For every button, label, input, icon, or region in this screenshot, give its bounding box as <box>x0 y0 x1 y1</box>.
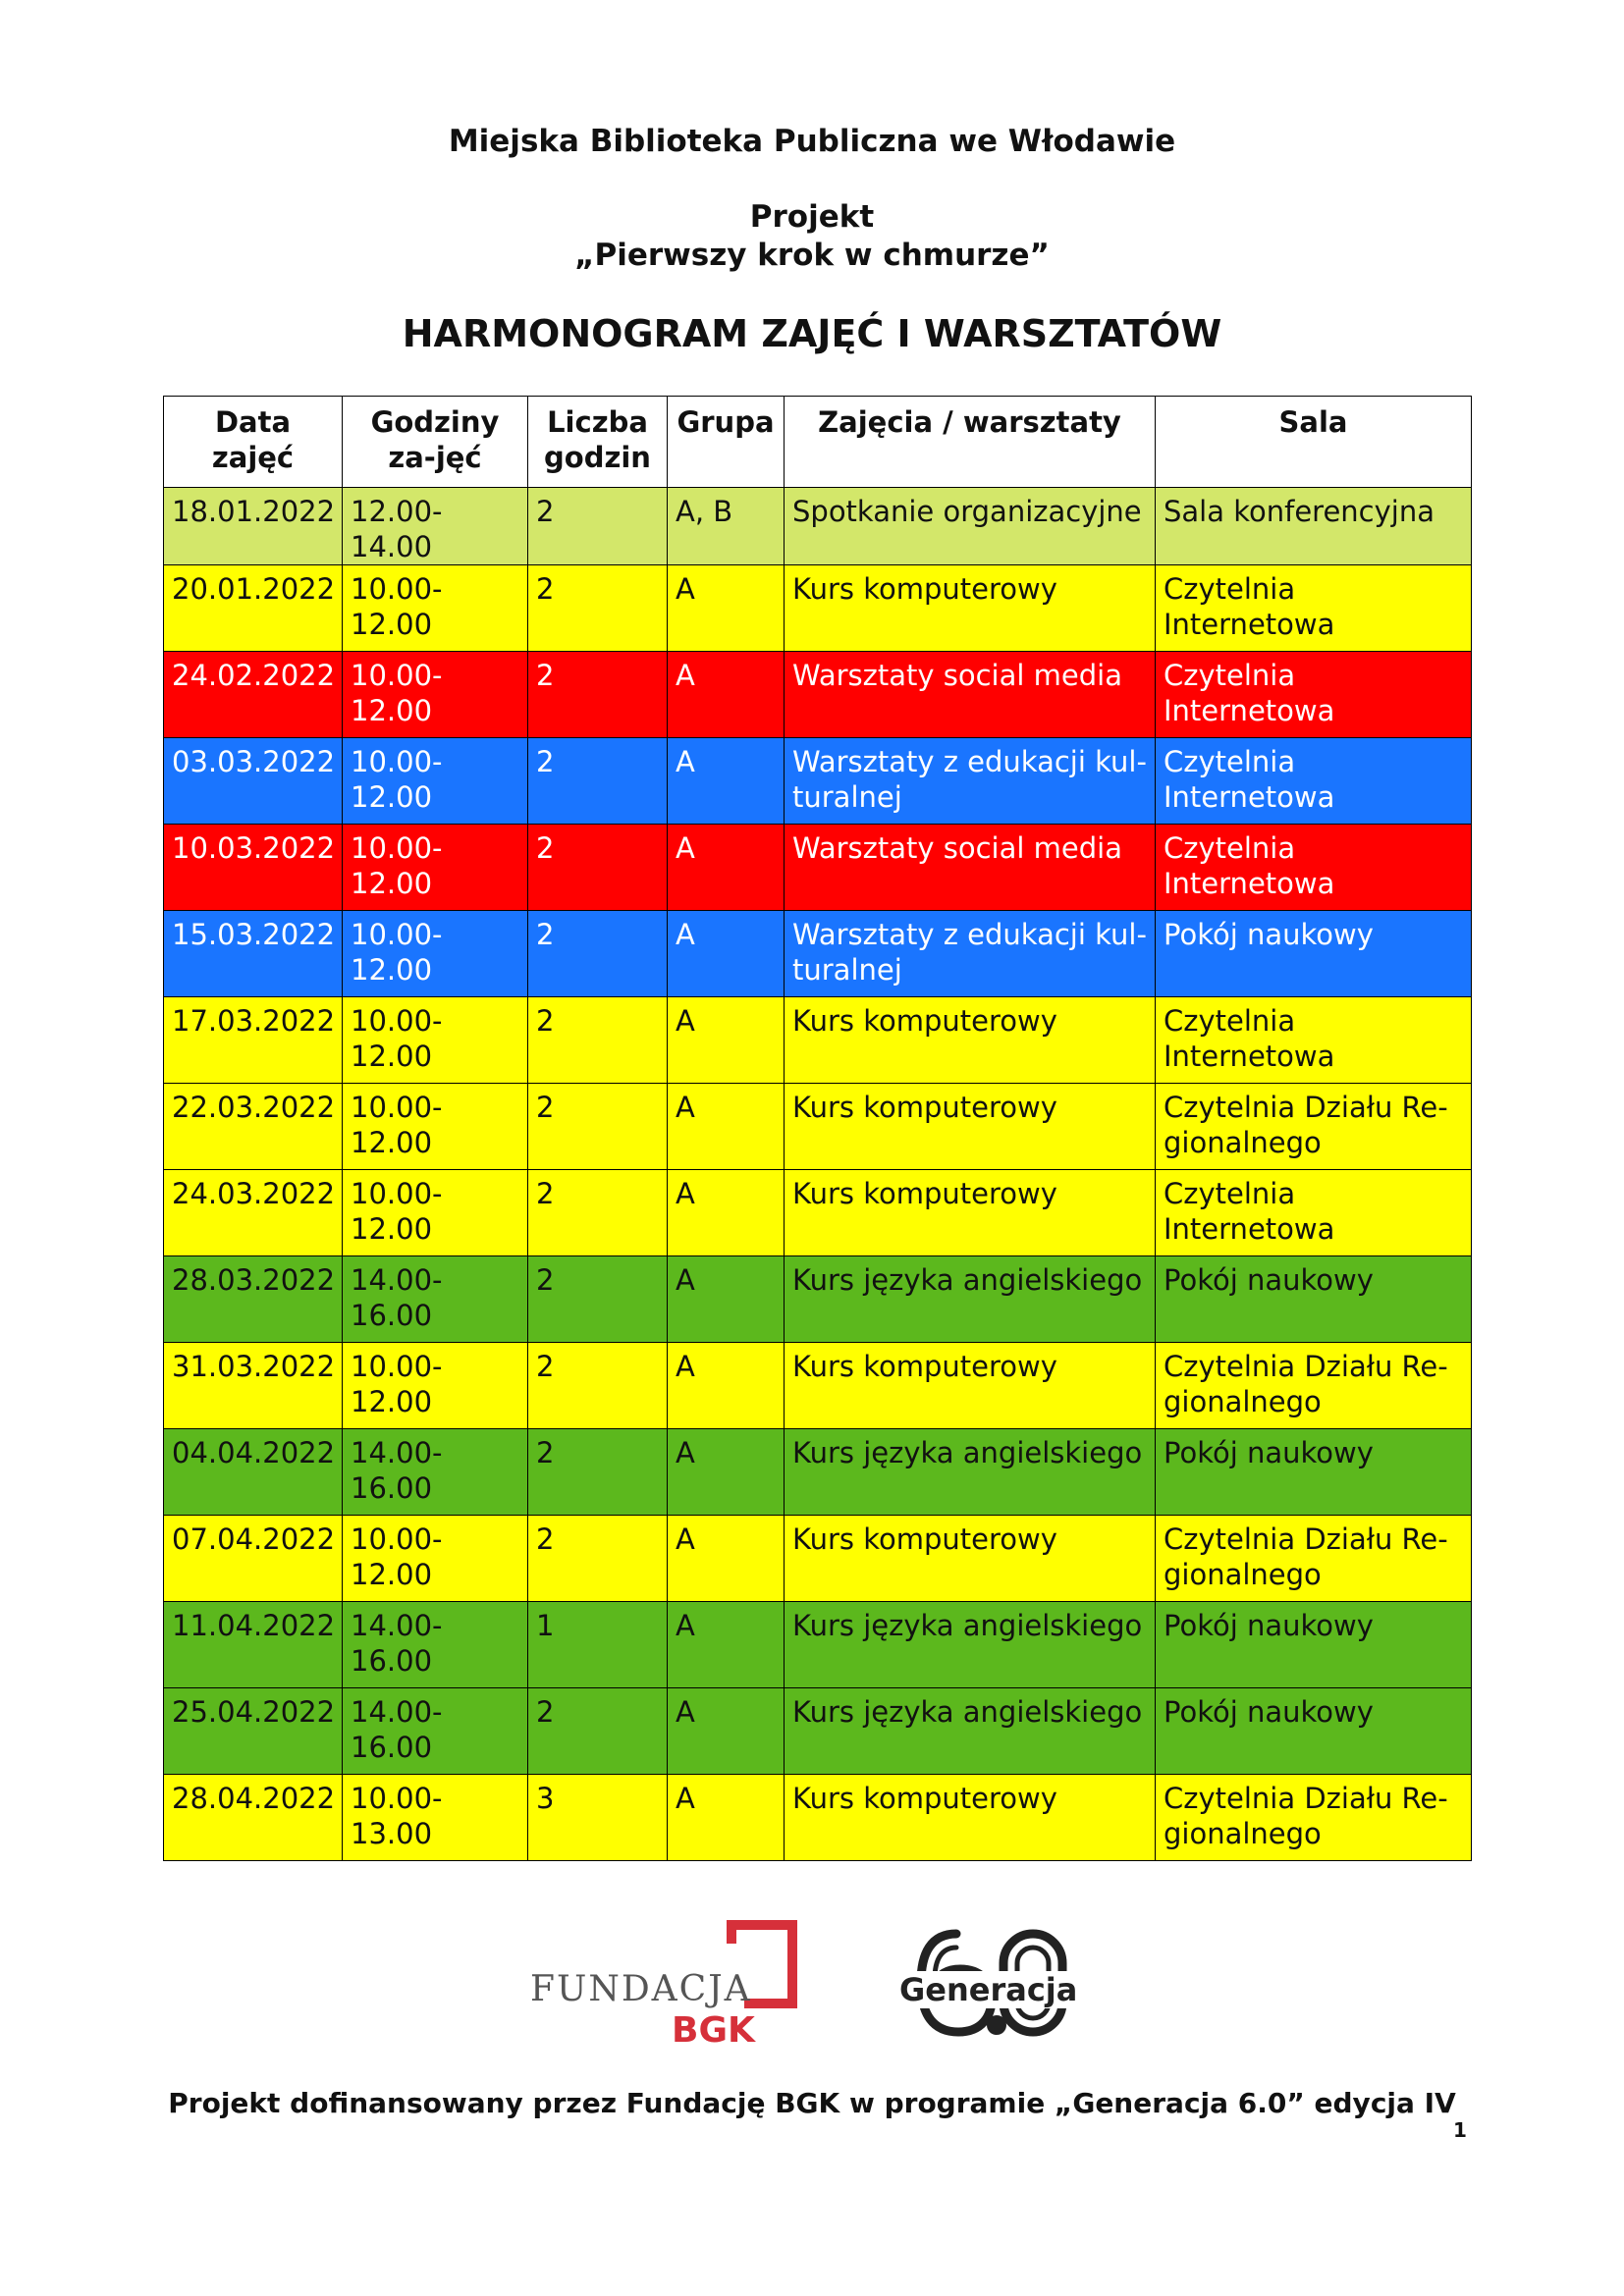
cell-room: Czytelnia Internetowa <box>1156 997 1472 1084</box>
cell-count: 2 <box>528 911 668 997</box>
table-row <box>164 1343 1472 1429</box>
cell-count: 2 <box>528 1256 668 1343</box>
cell-hours: 10.00-12.00 <box>343 911 528 997</box>
cell-count: 2 <box>528 1343 668 1429</box>
fundacja-bgk-logo <box>530 1914 815 2052</box>
sponsor-logos <box>0 1914 1624 2052</box>
table-row <box>164 565 1472 652</box>
cell-room: Czytelnia Internetowa <box>1156 565 1472 652</box>
cell-activity: Kurs języka angielskiego <box>785 1688 1156 1775</box>
table-header-row <box>164 397 1472 488</box>
cell-hours: 14.00-16.00 <box>343 1256 528 1343</box>
cell-count: 2 <box>528 825 668 911</box>
cell-activity: Warsztaty social media <box>785 825 1156 911</box>
table-row <box>164 1516 1472 1602</box>
bgk-logo-line1: FUNDACJA <box>530 1969 752 2009</box>
header-count: Liczba godzin <box>528 397 668 488</box>
cell-date: 24.03.2022 <box>164 1170 343 1256</box>
cell-room: Czytelnia Działu Re-gionalnego <box>1156 1343 1472 1429</box>
document-title: HARMONOGRAM ZAJĘĆ I WARSZTATÓW <box>402 312 1222 355</box>
table-row <box>164 911 1472 997</box>
cell-group: A <box>668 825 785 911</box>
cell-count: 2 <box>528 1688 668 1775</box>
table-row <box>164 488 1472 565</box>
cell-group: A <box>668 997 785 1084</box>
cell-hours: 10.00-13.00 <box>343 1775 528 1861</box>
cell-date: 17.03.2022 <box>164 997 343 1084</box>
institution-name: Miejska Biblioteka Publiczna we Włodawie <box>448 124 1176 159</box>
cell-group: A <box>668 565 785 652</box>
cell-hours: 10.00-12.00 <box>343 565 528 652</box>
cell-date: 11.04.2022 <box>164 1602 343 1688</box>
generacja-logo <box>895 1914 1082 2052</box>
table-row <box>164 825 1472 911</box>
cell-hours: 14.00-16.00 <box>343 1602 528 1688</box>
header-hours: Godziny za-jęć <box>343 397 528 488</box>
table-row <box>164 1429 1472 1516</box>
header-room: Sala <box>1156 397 1472 488</box>
cell-group: A <box>668 1084 785 1170</box>
cell-room: Czytelnia Działu Re-gionalnego <box>1156 1084 1472 1170</box>
cell-group: A, B <box>668 488 785 565</box>
table-row <box>164 1256 1472 1343</box>
cell-hours: 10.00-12.00 <box>343 825 528 911</box>
cell-group: A <box>668 1343 785 1429</box>
table-row <box>164 652 1472 738</box>
generacja-logo-text: Generacja <box>899 1971 1078 2008</box>
table-row <box>164 997 1472 1084</box>
table-row <box>164 738 1472 825</box>
cell-group: A <box>668 1775 785 1861</box>
cell-activity: Kurs języka angielskiego <box>785 1602 1156 1688</box>
cell-count: 1 <box>528 1602 668 1688</box>
cell-count: 2 <box>528 1429 668 1516</box>
cell-room: Pokój naukowy <box>1156 911 1472 997</box>
cell-group: A <box>668 1429 785 1516</box>
funding-note: Projekt dofinansowany przez Fundację BGK w programie „Generacja 6.0” edycja IV <box>168 2087 1456 2119</box>
cell-activity: Kurs komputerowy <box>785 1516 1156 1602</box>
cell-date: 24.02.2022 <box>164 652 343 738</box>
cell-date: 07.04.2022 <box>164 1516 343 1602</box>
cell-group: A <box>668 1256 785 1343</box>
cell-room: Czytelnia Internetowa <box>1156 738 1472 825</box>
header-date: Data zajęć <box>164 397 343 488</box>
cell-count: 2 <box>528 738 668 825</box>
header-activity: Zajęcia / warsztaty <box>785 397 1156 488</box>
cell-activity: Kurs komputerowy <box>785 1775 1156 1861</box>
table-row <box>164 1775 1472 1861</box>
cell-count: 2 <box>528 1170 668 1256</box>
cell-date: 25.04.2022 <box>164 1688 343 1775</box>
cell-room: Pokój naukowy <box>1156 1256 1472 1343</box>
cell-hours: 10.00-12.00 <box>343 1516 528 1602</box>
cell-count: 2 <box>528 1084 668 1170</box>
table-row <box>164 1602 1472 1688</box>
cell-group: A <box>668 1170 785 1256</box>
cell-activity: Warsztaty z edukacji kul-turalnej <box>785 911 1156 997</box>
cell-room: Pokój naukowy <box>1156 1688 1472 1775</box>
cell-room: Czytelnia Internetowa <box>1156 652 1472 738</box>
cell-date: 10.03.2022 <box>164 825 343 911</box>
cell-hours: 10.00-12.00 <box>343 738 528 825</box>
cell-date: 28.04.2022 <box>164 1775 343 1861</box>
cell-activity: Kurs komputerowy <box>785 565 1156 652</box>
cell-activity: Spotkanie organizacyjne <box>785 488 1156 565</box>
cell-count: 2 <box>528 488 668 565</box>
cell-hours: 10.00-12.00 <box>343 652 528 738</box>
schedule-table <box>163 396 1472 1861</box>
cell-count: 3 <box>528 1775 668 1861</box>
cell-hours: 12.00-14.00 <box>343 488 528 565</box>
cell-activity: Kurs języka angielskiego <box>785 1429 1156 1516</box>
cell-hours: 10.00-12.00 <box>343 1343 528 1429</box>
cell-group: A <box>668 738 785 825</box>
cell-count: 2 <box>528 652 668 738</box>
header-group: Grupa <box>668 397 785 488</box>
cell-hours: 10.00-12.00 <box>343 1084 528 1170</box>
cell-room: Czytelnia Działu Re-gionalnego <box>1156 1775 1472 1861</box>
cell-hours: 14.00-16.00 <box>343 1429 528 1516</box>
cell-count: 2 <box>528 997 668 1084</box>
cell-hours: 14.00-16.00 <box>343 1688 528 1775</box>
cell-group: A <box>668 911 785 997</box>
cell-activity: Warsztaty z edukacji kul-turalnej <box>785 738 1156 825</box>
cell-count: 2 <box>528 1516 668 1602</box>
cell-hours: 10.00-12.00 <box>343 1170 528 1256</box>
cell-date: 03.03.2022 <box>164 738 343 825</box>
cell-group: A <box>668 1516 785 1602</box>
cell-room: Pokój naukowy <box>1156 1602 1472 1688</box>
cell-room: Czytelnia Internetowa <box>1156 1170 1472 1256</box>
project-label: Projekt <box>749 199 875 235</box>
cell-activity: Kurs komputerowy <box>785 1343 1156 1429</box>
cell-count: 2 <box>528 565 668 652</box>
bgk-logo-line2: BGK <box>672 2010 755 2051</box>
cell-room: Czytelnia Internetowa <box>1156 825 1472 911</box>
cell-activity: Kurs komputerowy <box>785 1084 1156 1170</box>
table-row <box>164 1084 1472 1170</box>
cell-activity: Kurs języka angielskiego <box>785 1256 1156 1343</box>
cell-room: Pokój naukowy <box>1156 1429 1472 1516</box>
cell-activity: Warsztaty social media <box>785 652 1156 738</box>
cell-room: Sala konferencyjna <box>1156 488 1472 565</box>
cell-group: A <box>668 1688 785 1775</box>
cell-date: 22.03.2022 <box>164 1084 343 1170</box>
cell-date: 18.01.2022 <box>164 488 343 565</box>
cell-activity: Kurs komputerowy <box>785 1170 1156 1256</box>
page-number: 1 <box>1453 2118 1467 2142</box>
cell-date: 31.03.2022 <box>164 1343 343 1429</box>
table-row <box>164 1688 1472 1775</box>
cell-date: 28.03.2022 <box>164 1256 343 1343</box>
table-row <box>164 1170 1472 1256</box>
cell-date: 15.03.2022 <box>164 911 343 997</box>
cell-room: Czytelnia Działu Re-gionalnego <box>1156 1516 1472 1602</box>
project-name: „Pierwszy krok w chmurze” <box>574 238 1050 273</box>
cell-date: 04.04.2022 <box>164 1429 343 1516</box>
cell-group: A <box>668 1602 785 1688</box>
cell-group: A <box>668 652 785 738</box>
cell-hours: 10.00-12.00 <box>343 997 528 1084</box>
cell-date: 20.01.2022 <box>164 565 343 652</box>
cell-activity: Kurs komputerowy <box>785 997 1156 1084</box>
